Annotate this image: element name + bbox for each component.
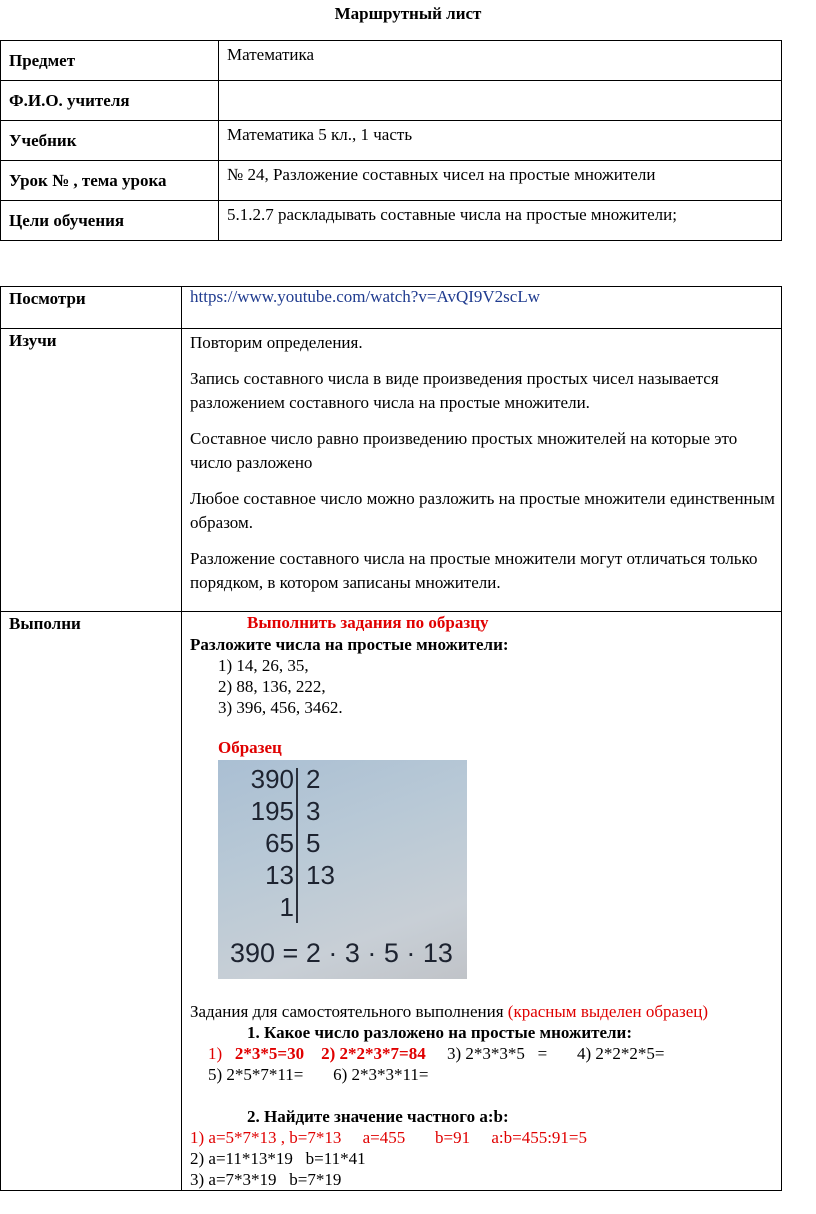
q2-line: 2) a=11*13*19 b=11*41	[190, 1149, 366, 1168]
self-intro-text: Задания для самостоятельного выполнения	[190, 1002, 508, 1021]
table-row	[1, 41, 782, 81]
do-key: Выполни	[1, 612, 182, 1191]
row-key: Учебник	[1, 121, 219, 161]
q2-sample: 1) a=5*7*13 , b=7*13 a=455 b=91 a:b=455:91=5	[190, 1128, 588, 1147]
task-list	[190, 655, 781, 718]
list-item: 1) 14, 26, 35,	[218, 656, 309, 675]
q1-rest: 3) 2*3*3*5 = 4) 2*2*2*5=	[425, 1044, 665, 1063]
q2-line: 3) a=7*3*19 b=7*19	[190, 1170, 342, 1189]
divider-line	[296, 768, 298, 923]
divisor: 13	[306, 860, 335, 890]
q1-red-sample: 2*3*5=30	[234, 1044, 305, 1063]
row-value: Математика	[219, 41, 782, 81]
row-key: Цели обучения	[1, 201, 219, 241]
row-key: Ф.И.О. учителя	[1, 81, 219, 121]
study-content	[182, 329, 782, 612]
row-key: Урок № , тема урока	[1, 161, 219, 201]
task-table	[0, 286, 782, 1191]
watch-key: Посмотри	[1, 287, 182, 329]
dividend: 13	[265, 860, 294, 890]
dividend: 1	[279, 892, 294, 922]
q1-line-2: 5) 2*5*7*11= 6) 2*3*3*11=	[208, 1065, 429, 1084]
divisor: 3	[306, 796, 321, 826]
paragraph: Любое составное число можно разложить на простые множители единственным образом.	[190, 489, 775, 532]
row-value: № 24, Разложение составных чисел на простые множители	[219, 161, 782, 201]
sample-result: 390 = 2 · 3 · 5 · 13	[230, 938, 453, 968]
q1-red-sample-2: 2) 2*2*3*7=84	[304, 1044, 426, 1063]
dividend: 65	[265, 828, 294, 858]
row-key: Предмет	[1, 41, 219, 81]
q1-line	[190, 1043, 781, 1064]
dividend: 195	[250, 796, 294, 826]
paragraph: Запись составного числа в виде произведения простых чисел называется разложением составного числа на простые множители.	[190, 369, 719, 412]
sample-photo	[218, 760, 467, 979]
paragraph: Повторим определения.	[190, 333, 363, 352]
info-table	[0, 40, 782, 241]
self-note: (красным выделен образец)	[507, 1002, 709, 1021]
table-row	[1, 121, 782, 161]
row-value	[219, 81, 782, 121]
list-item: 3) 396, 456, 3462.	[218, 698, 343, 717]
row-value: Математика 5 кл., 1 часть	[219, 121, 782, 161]
video-url[interactable]: https://www.youtube.com/watch?v=AvQI9V2scLw	[190, 287, 540, 306]
row-value: 5.1.2.7 раскладывать составные числа на простые множители;	[219, 201, 782, 241]
video-link[interactable]	[182, 287, 782, 329]
table-row	[1, 201, 782, 241]
q1-title: 1. Какое число разложено на простые множители:	[247, 1023, 632, 1042]
do-content	[182, 612, 782, 1191]
table-row	[1, 161, 782, 201]
divisor: 5	[306, 828, 321, 858]
paragraph: Разложение составного числа на простые множители могут отличаться только порядком, в котором записаны множители.	[190, 549, 758, 592]
table-row	[1, 329, 782, 612]
paragraph: Составное число равно произведению простых множителей на которые это число разложено	[190, 429, 738, 472]
page-title: Маршрутный лист	[334, 4, 482, 23]
sample-label: Образец	[218, 738, 282, 757]
table-row	[1, 287, 782, 329]
task-title: Разложите числа на простые множители:	[190, 635, 509, 654]
q2-title: 2. Найдите значение частного a:b:	[247, 1107, 509, 1126]
study-key: Изучи	[1, 329, 182, 612]
table-row	[1, 81, 782, 121]
self-work-intro	[190, 1001, 781, 1022]
list-item: 2) 88, 136, 222,	[218, 677, 326, 696]
table-row	[1, 612, 782, 1191]
dividend: 390	[250, 764, 294, 794]
q1-red-num: 1)	[208, 1044, 235, 1063]
divisor: 2	[306, 764, 321, 794]
do-heading: Выполнить задания по образцу	[247, 613, 489, 632]
